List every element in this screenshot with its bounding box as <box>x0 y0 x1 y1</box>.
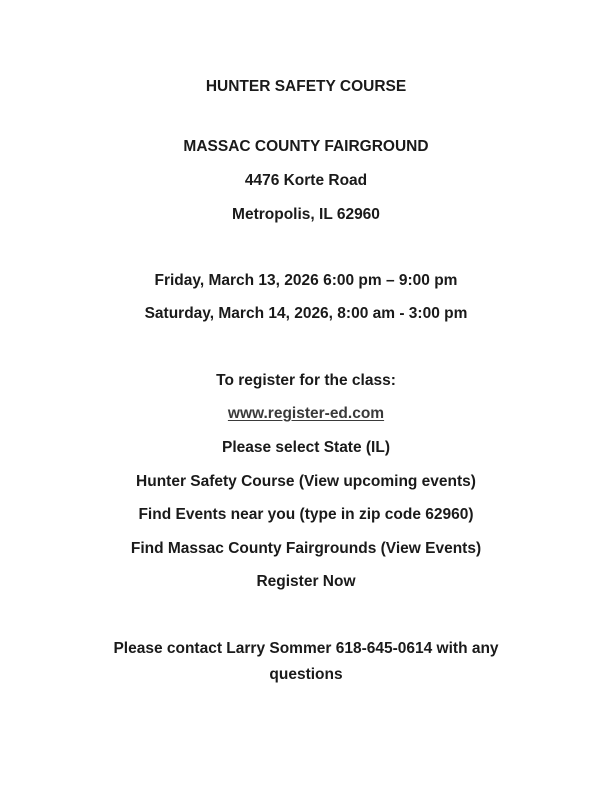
schedule-friday: Friday, March 13, 2026 6:00 pm – 9:00 pm <box>154 272 458 289</box>
venue-name: MASSAC COUNTY FAIRGROUND <box>183 138 429 155</box>
venue-street: 4476 Korte Road <box>244 172 368 189</box>
register-website-link[interactable]: www.register-ed.com <box>227 405 385 422</box>
register-heading: To register for the class: <box>216 372 396 389</box>
register-website-row <box>0 404 612 424</box>
course-title: HUNTER SAFETY COURSE <box>205 78 407 95</box>
venue-city: Metropolis, IL 62960 <box>232 206 380 223</box>
contact-info: Please contact Larry Sommer 618-645-0614 with any questions <box>113 640 499 683</box>
register-step: Hunter Safety Course (View upcoming events) <box>136 473 476 490</box>
register-step: Register Now <box>256 573 356 590</box>
schedule-saturday: Saturday, March 14, 2026, 8:00 am - 3:00 pm <box>144 305 468 322</box>
register-step: Please select State (IL) <box>222 439 390 456</box>
register-step: Find Events near you (type in zip code 62960) <box>138 506 474 523</box>
register-step: Find Massac County Fairgrounds (View Events) <box>130 540 482 557</box>
